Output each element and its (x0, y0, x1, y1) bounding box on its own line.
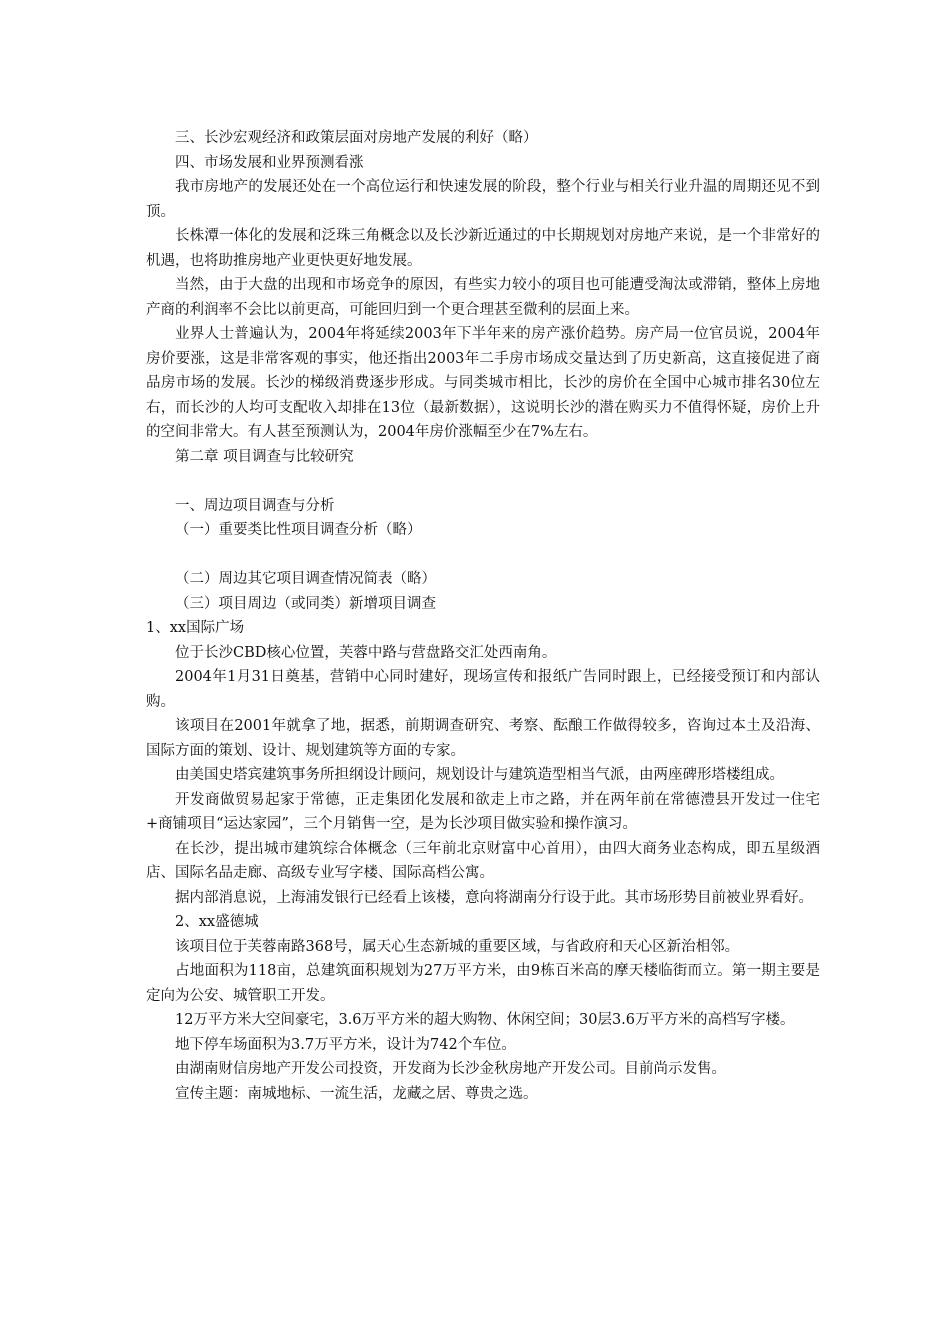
blank-line (146, 469, 820, 494)
section-heading: 一、周边项目调查与分析 (175, 497, 335, 514)
body-paragraph: 业界人士普遍认为，2004年将延续2003年下半年来的房产涨价趋势。房产局一位官员说，2004年房价要涨，这是非常客观的事实，他还指出2003年二手房市场成交量达到了历史新高，这直接促进了商品房市场的发展。长沙的梯级消费逐步形成。与同类城市相比，长沙的房价在全国中心城市排名30位左右，而长沙的人均可支配收入却排在13位（最新数据），这说明长沙的潜在购买力不值得怀疑，房价上升的空间非常大。有人甚至预测认为，2004年房价涨幅至少在7%左右。 (146, 326, 820, 440)
body-paragraph: 长株潭一体化的发展和泛珠三角概念以及长沙新近通过的中长期规划对房地产来说，是一个非常好的机遇，也将助推房地产业更快更好地发展。 (146, 228, 820, 269)
body-paragraph: 12万平方米大空间豪宅，3.6万平方米的超大购物、休闲空间；30层3.6万平方米的高档写字楼。 (175, 1012, 795, 1028)
body-paragraph: 该项目在2001年就拿了地，据悉，前期调查研究、考察、酝酿工作做得较多，咨询过本土及沿海、国际方面的策划、设计、规划建筑等方面的专家。 (146, 718, 820, 759)
body-paragraph: 宣传主题：南城地标、一流生活，龙藏之居、尊贵之选。 (175, 1085, 538, 1102)
body-paragraph: 开发商做贸易起家于常德，正走集团化发展和欲走上市之路，并在两年前在常德澧县开发过一住宅+商铺项目“运达家园”，三个月销售一空，是为长沙项目做实验和操作演习。 (146, 791, 820, 832)
blank-line (146, 543, 820, 568)
body-paragraph: 由美国史塔宾建筑事务所担纲设计顾问，规划设计与建筑造型相当气派，由两座碑形塔楼组成。 (175, 767, 784, 783)
body-paragraph: 在长沙，提出城市建筑综合体概念（三年前北京财富中心首用），由四大商务业态构成，即五星级酒店、国际名品走廊、高级专业写字楼、国际高档公寓。 (146, 840, 820, 881)
subsection-heading: （三）项目周边（或同类）新增项目调查 (175, 595, 436, 612)
body-paragraph: 据内部消息说，上海浦发银行已经看上该楼，意向将湖南分行设于此。其市场形势目前被业界看好。 (175, 889, 813, 906)
document-page (146, 126, 820, 1106)
body-paragraph: 当然，由于大盘的出现和市场竞争的原因，有些实力较小的项目也可能遭受淘汰或滞销，整体上房地产商的利润率不会比以前更高，可能回归到一个更合理甚至微利的层面上来。 (146, 277, 820, 318)
body-paragraph: 由湖南财信房地产开发公司投资，开发商为长沙金秋房地产开发公司。目前尚示发售。 (175, 1061, 726, 1077)
project-heading: 2、xx盛德城 (175, 914, 259, 930)
subsection-heading: （一）重要类比性项目调查分析（略） (175, 522, 422, 538)
body-paragraph: 占地面积为118亩，总建筑面积规划为27万平方米，由9栋百米高的摩天楼临街而立。第一期主要是定向为公安、城管职工开发。 (146, 963, 820, 1004)
subsection-heading: （二）周边其它项目调查情况简表（略） (175, 571, 436, 587)
body-paragraph: 2004年1月31日奠基，营销中心同时建好，现场宣传和报纸广告同时跟上，已经接受预订和内部认购。 (146, 669, 820, 710)
body-paragraph: 位于长沙CBD核心位置，芙蓉中路与营盘路交汇处西南角。 (175, 644, 557, 661)
section-heading: 四、市场发展和业界预测看涨 (175, 154, 364, 171)
project-heading: 1、xx国际广场 (146, 620, 245, 636)
body-paragraph: 我市房地产的发展还处在一个高位运行和快速发展的阶段，整个行业与相关行业升温的周期还见不到顶。 (146, 179, 820, 220)
body-paragraph: 该项目位于芙蓉南路368号，属天心生态新城的重要区域，与省政府和天心区新治相邻。 (175, 938, 740, 955)
chapter-heading: 第二章 项目调查与比较研究 (175, 448, 354, 465)
section-heading: 三、长沙宏观经济和政策层面对房地产发展的利好（略） (175, 130, 538, 146)
body-paragraph: 地下停车场面积为3.7万平方米，设计为742个车位。 (175, 1036, 516, 1053)
